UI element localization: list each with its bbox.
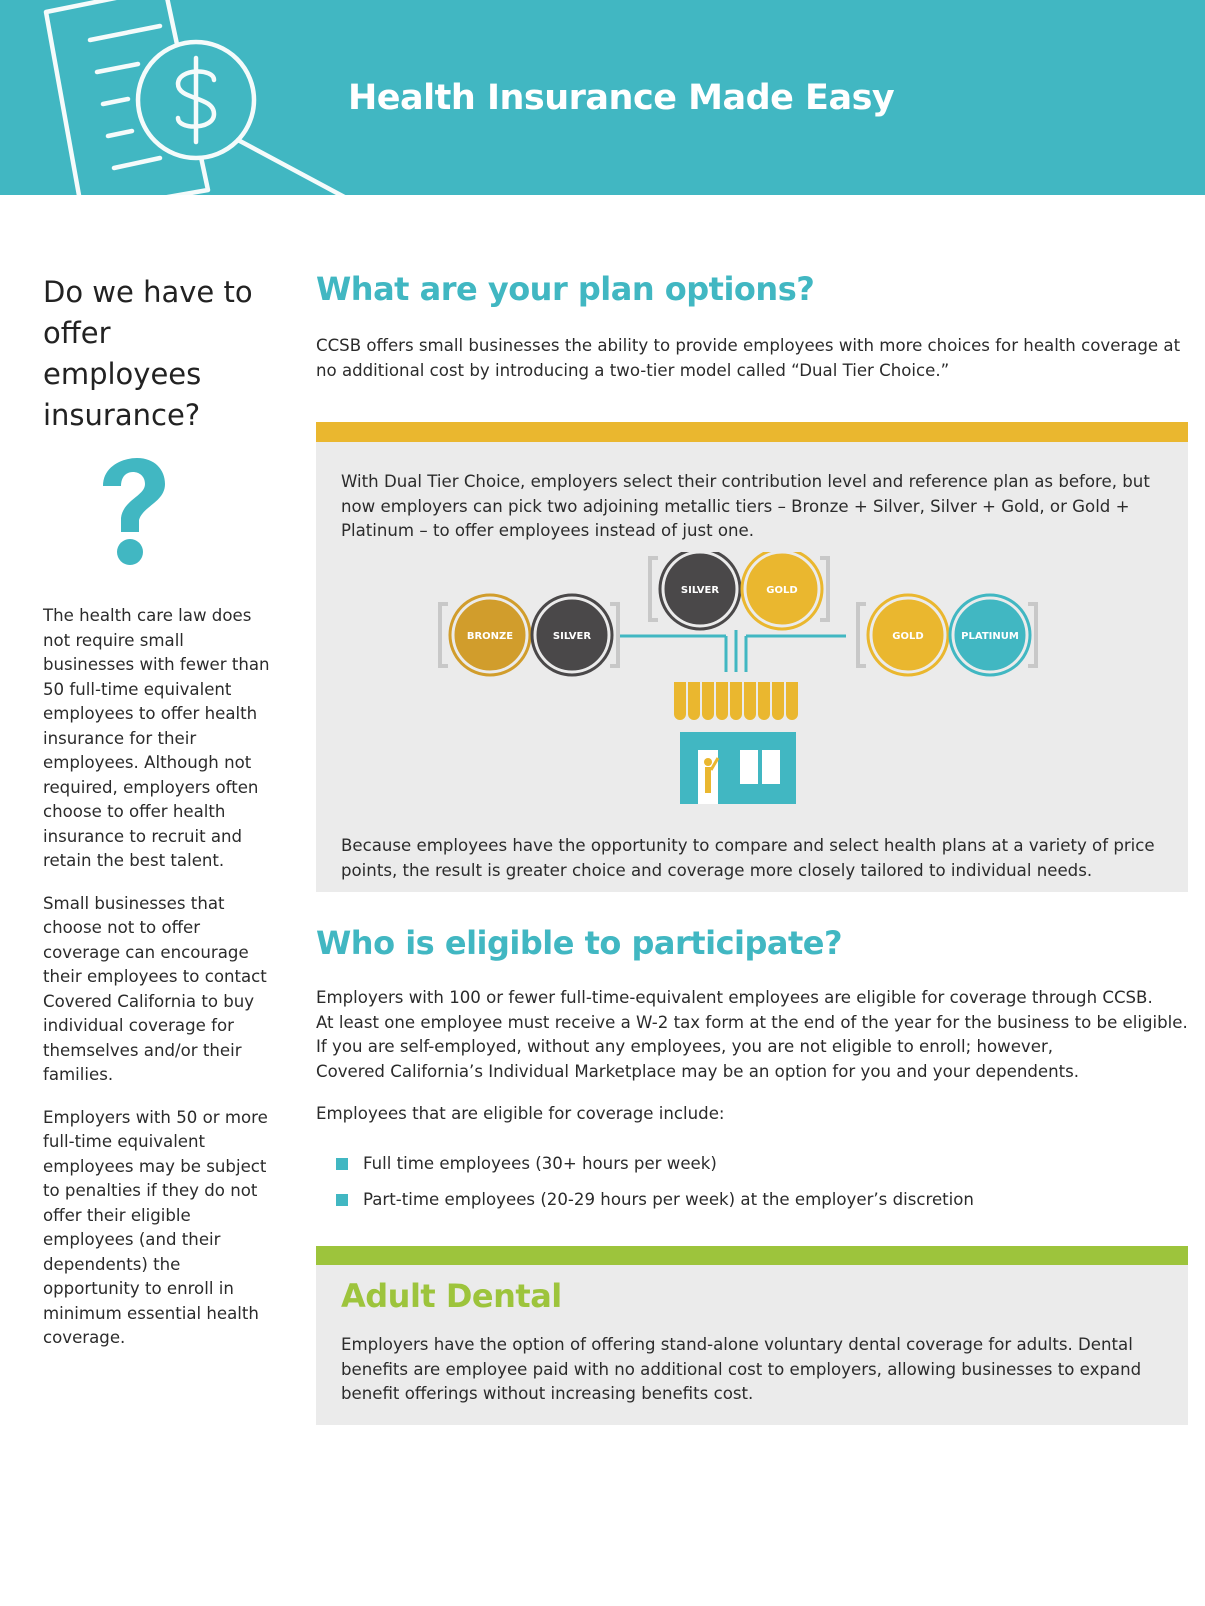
eligibility-line: At least one employee must receive a W-2 tax form at the end of the year for the business to be eligible. [316, 1012, 1188, 1032]
dual-tier-box [316, 422, 1188, 892]
eligibility-includes-label: Employees that are eligible for coverage include: [316, 1104, 725, 1123]
storefront-icon [674, 682, 798, 804]
eligibility-line: Covered California’s Individual Marketplace may be an option for you and your dependents. [316, 1061, 1080, 1081]
tier-label-gold: GOLD [892, 631, 924, 642]
adult-dental-box [316, 1246, 1188, 1425]
dual-tier-description: With Dual Tier Choice, employers select their contribution level and reference plan as before, but now employers can pick two adjoining metallic tiers – Bronze + Silver, Silver + Gold, or Gold + Platinum – to offer employees instead of just one. [341, 472, 1150, 540]
list-item [336, 1146, 974, 1182]
tier-label-bronze: BRONZE [466, 631, 514, 642]
tier-label-gold: GOLD [766, 585, 798, 596]
page-header [0, 0, 1205, 195]
plan-options-heading: What are your plan options? [316, 270, 815, 308]
bullet-text: Full time employees (30+ hours per week) [363, 1153, 717, 1173]
bullet-text: Part-time employees (20-29 hours per week) at the employer’s discretion [363, 1189, 974, 1209]
plan-options-intro: CCSB offers small businesses the ability to provide employees with more choices for health coverage at no additional cost by introducing a two-tier model called “Dual Tier Choice.” [316, 336, 1181, 380]
tier-label-platinum: PLATINUM [961, 631, 1019, 642]
page-title: Health Insurance Made Easy [348, 78, 895, 118]
sidebar-paragraph: The health care law does not require small businesses with fewer than 50 full-time equivalent employees to offer health insurance for their employees. Although not required, employers often choose to offer health insurance to recruit and retain the best talent. [43, 606, 270, 870]
sidebar-question: Do we have to offer employees insurance? [43, 275, 253, 432]
tier-label-silver: SILVER [552, 631, 592, 642]
plan-options-section [316, 270, 1188, 383]
tier-label-silver: SILVER [680, 585, 720, 596]
tier-pair-gold-platinum [868, 595, 1030, 675]
eligibility-bullet-list [336, 1146, 974, 1218]
adult-dental-text: Employers have the option of offering stand-alone voluntary dental coverage for adults. Dental benefits are employee paid with no additional cost to employers, allowing businesses to expand benefit offerings without increasing benefits cost. [341, 1335, 1142, 1403]
question-mark-icon [93, 458, 263, 578]
dual-tier-conclusion: Because employees have the opportunity to compare and select health plans at a variety of price points, the result is greater choice and coverage more closely tailored to individual needs. [341, 836, 1155, 880]
bullet-square-icon [336, 1194, 348, 1206]
dual-tier-diagram [436, 552, 1056, 814]
invoice-dollar-magnifier-icon [0, 0, 360, 195]
list-item [336, 1182, 974, 1218]
sidebar-paragraph: Employers with 50 or more full-time equivalent employees may be subject to penalties if they do not offer their eligible employees (and their dependents) the opportunity to enroll in minimum essential health coverage. [43, 1107, 268, 1347]
bullet-square-icon [336, 1158, 348, 1170]
sidebar [43, 272, 273, 1369]
eligibility-heading: Who is eligible to participate? [316, 924, 843, 962]
adult-dental-heading: Adult Dental [341, 1277, 562, 1315]
eligibility-text [316, 986, 1188, 1084]
eligibility-line: Employers with 100 or fewer full-time-equivalent employees are eligible for coverage through CCSB. [316, 988, 1153, 1007]
sidebar-paragraph: Small businesses that choose not to offer coverage can encourage their employees to contact Covered California to buy individual coverage for themselves and/or their families. [43, 893, 267, 1084]
tier-pair-silver-gold [660, 552, 822, 629]
tier-pair-bronze-silver [450, 595, 612, 675]
eligibility-line: If you are self-employed, without any employees, you are not eligible to enroll; however, [316, 1037, 1054, 1056]
